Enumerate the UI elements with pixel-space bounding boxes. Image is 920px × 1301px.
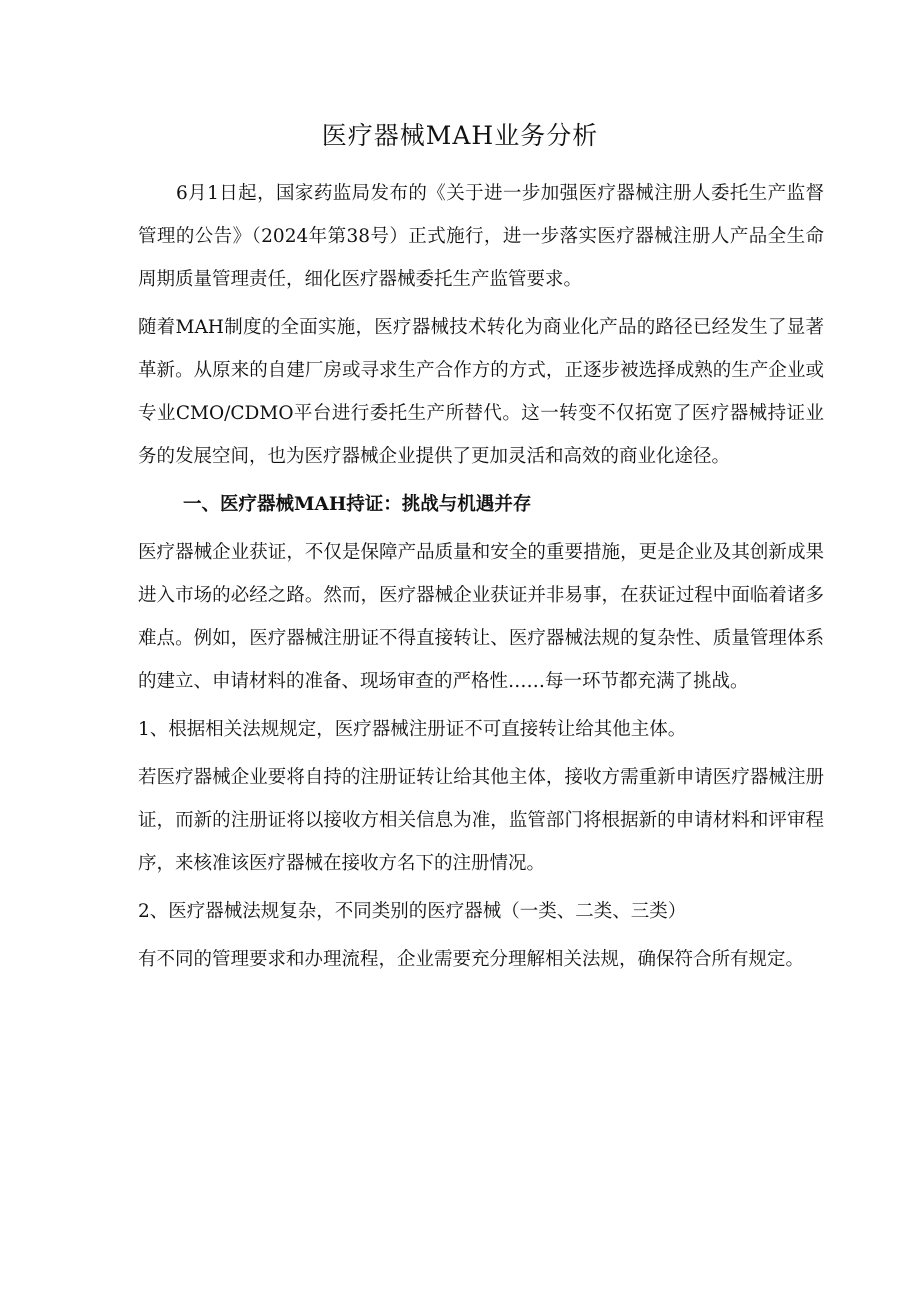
section-heading-1: 一、医疗器械MAH持证：挑战与机遇并存 — [183, 494, 532, 515]
paragraph-mah-transition: 随着MAH制度的全面实施，医疗器械技术转化为商业化产品的路径已经发生了显著革新。从原来的自建厂房或寻求生产合作方的方式，正逐步被选择成熟的生产企业或专业CMO/CDMO平台进行委托生产所替代。这一转变不仅拓宽了医疗器械持证业务的发展空间，也为医疗器械企业提供了更加灵活和高效的商业化途径。 — [138, 317, 824, 467]
document-title: 医疗器械MAH业务分析 — [321, 121, 599, 150]
paragraph-announcement: 6月1日起，国家药监局发布的《关于进一步加强医疗器械注册人委托生产监督管理的公告》（2024年第38号）正式施行，进一步落实医疗器械注册人产品全生命周期质量管理责任，细化医疗器械委托生产监管要求。 — [138, 183, 824, 290]
paragraph-transfer-rules: 若医疗器械企业要将自持的注册证转让给其他主体，接收方需重新申请医疗器械注册证，而新的注册证将以接收方相关信息为准，监管部门将根据新的申请材料和评审程序，来核准该医疗器械在接收方名下的注册情况。 — [138, 767, 824, 874]
paragraph-regulation-requirements: 有不同的管理要求和办理流程，企业需要充分理解相关法规，确保符合所有规定。 — [138, 949, 805, 970]
paragraph-certification-challenges: 医疗器械企业获证，不仅是保障产品质量和安全的重要措施，更是企业及其创新成果进入市场的必经之路。然而，医疗器械企业获证并非易事，在获证过程中面临着诸多难点。例如，医疗器械注册证不得直接转让、医疗器械法规的复杂性、质量管理体系的建立、申请材料的准备、现场审查的严格性……每一环节都充满了挑战。 — [138, 542, 824, 692]
paragraph-point-2: 2、医疗器械法规复杂，不同类别的医疗器械（一类、二类、三类） — [138, 901, 687, 922]
paragraph-point-1: 1、根据相关法规规定，医疗器械注册证不可直接转让给其他主体。 — [138, 719, 687, 740]
document-body — [138, 172, 824, 986]
